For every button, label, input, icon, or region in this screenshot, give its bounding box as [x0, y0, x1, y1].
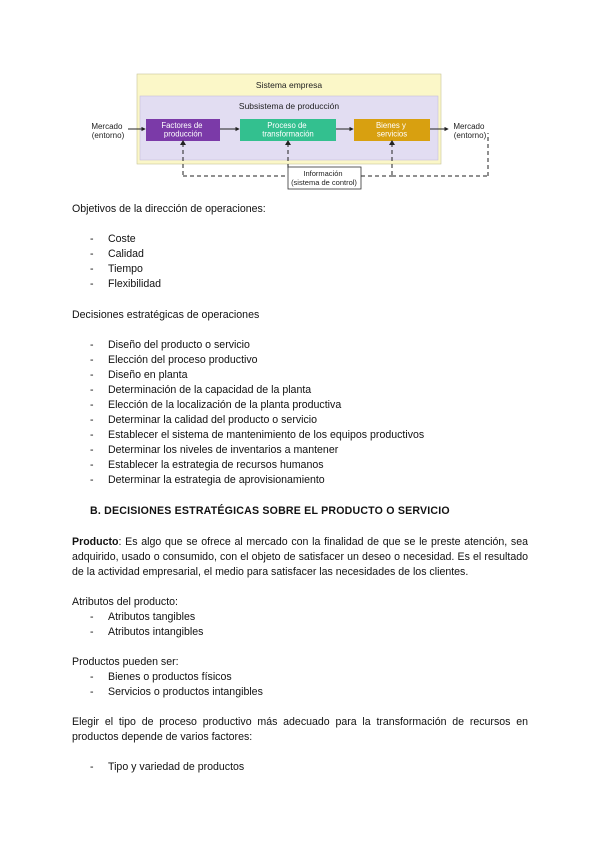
productos-title: Productos pueden ser:	[72, 656, 179, 668]
decisiones-list	[72, 338, 528, 488]
list-item: - Determinar la calidad del producto o servicio	[90, 414, 318, 426]
list-item: - Flexibilidad	[90, 278, 161, 290]
producto-definition: : Es algo que se ofrece al mercado con la finalidad de que se le preste atención, sea adquirido, usado o consumido, con el objeto de satisfacer un deseo o necesidad. Es el resultado de la actividad empresarial, el medio para satisfacer las necesidades de los clientes.	[72, 536, 528, 578]
right-market-label: Mercado (entorno)	[453, 122, 487, 140]
subsystem-title: Subsistema de producción	[238, 101, 340, 111]
objetivos-title: Objetivos de la dirección de operaciones:	[72, 203, 266, 215]
producto-paragraph	[72, 535, 528, 580]
system-title: Sistema empresa	[255, 80, 323, 90]
production-system-diagram	[0, 0, 600, 200]
list-item: - Diseño en planta	[90, 369, 188, 381]
list-item: - Calidad	[90, 248, 144, 260]
list-item: - Determinar los niveles de inventarios a mantener	[90, 444, 339, 456]
elegir-paragraph: Elegir el tipo de proceso productivo más adecuado para la transformación de recursos en productos depende de varios factores:	[72, 716, 528, 743]
left-market-label: Mercado (entorno)	[91, 122, 125, 140]
list-item: - Tiempo	[90, 263, 143, 275]
factores-list	[72, 760, 528, 775]
list-item: - Tipo y variedad de productos	[90, 761, 245, 773]
productos-list	[72, 670, 528, 700]
objetivos-list	[72, 232, 528, 292]
list-item: - Establecer el sistema de mantenimiento de los equipos productivos	[90, 429, 425, 441]
goods-label: Bienes y servicios	[375, 121, 408, 139]
list-item: - Elección de la localización de la planta productiva	[90, 399, 342, 411]
atributos-list	[72, 610, 528, 640]
list-item: - Elección del proceso productivo	[90, 354, 258, 366]
list-item: - Bienes o productos físicos	[90, 671, 232, 683]
list-item: - Diseño del producto o servicio	[90, 339, 250, 351]
decisiones-title: Decisiones estratégicas de operaciones	[72, 309, 260, 321]
list-item: - Coste	[90, 233, 136, 245]
list-item: - Atributos intangibles	[90, 626, 204, 638]
list-item: - Determinación de la capacidad de la planta	[90, 384, 312, 396]
list-item: - Atributos tangibles	[90, 611, 196, 623]
atributos-title: Atributos del producto:	[72, 596, 178, 608]
factors-label: Factores de producción	[161, 121, 203, 139]
list-item: - Establecer la estrategia de recursos humanos	[90, 459, 324, 471]
list-item: - Determinar la estrategia de aprovisionamiento	[90, 474, 325, 486]
info-label: Información (sistema de control)	[291, 169, 357, 187]
section-b-heading: B. DECISIONES ESTRATÉGICAS SOBRE EL PRODUCTO O SERVICIO	[90, 505, 450, 517]
producto-term: Producto	[72, 536, 119, 548]
process-label: Proceso de transformación	[262, 121, 314, 139]
list-item: - Servicios o productos intangibles	[90, 686, 263, 698]
document-body	[72, 196, 528, 775]
